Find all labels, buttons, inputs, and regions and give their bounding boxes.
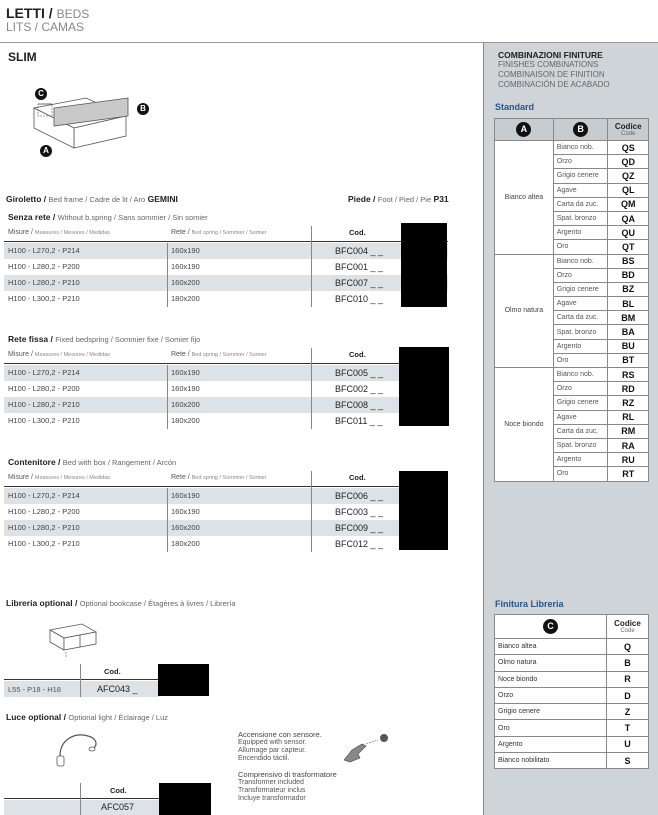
finish-code: BZ (608, 282, 649, 296)
finish-code: QM (608, 197, 649, 211)
table-title: Contenitore / (8, 457, 61, 467)
finish-code: RL (608, 410, 649, 424)
code-header-label: Codice (614, 619, 641, 628)
cell-code: BFC010 _ _ (335, 294, 384, 304)
cell-code: BFC005 _ _ (335, 368, 384, 378)
col-code: Cod. (349, 473, 366, 482)
finish-row (495, 141, 649, 155)
col-slat (171, 226, 267, 240)
cell-slat: 160x190 (171, 507, 200, 516)
cell-measure: H100 - L280,2 - P210 (8, 523, 80, 532)
table-row (4, 259, 448, 275)
finish-code: BD (608, 268, 649, 282)
finish-name: Argento (553, 226, 608, 240)
bookcase-image (46, 618, 102, 660)
table-row (4, 275, 448, 291)
cell-slat: 160x200 (171, 278, 200, 287)
transformer-line: Comprensivo di trasformatore (238, 770, 337, 779)
light-table (4, 783, 211, 815)
column-divider (167, 488, 168, 552)
cell-code: BFC006 _ _ (335, 491, 384, 501)
col-code: Cod. (349, 350, 366, 359)
cell-measure: H100 - L300,2 - P210 (8, 416, 80, 425)
column-divider (311, 471, 312, 552)
table-rete-fissa-title (8, 334, 200, 344)
library-row (495, 655, 649, 671)
library-finish-code: B (607, 655, 649, 671)
finish-code: QA (608, 211, 649, 225)
finish-group-name: Noce biondo (495, 368, 554, 482)
table-title-sub: Without b.spring / Sans sommier / Sin somier (57, 213, 208, 222)
finish-code: RA (608, 438, 649, 452)
page-subtitle: LITS / CAMAS (6, 20, 85, 34)
frame-model: GEMINI (147, 194, 178, 204)
col-slat-sub: Bed spring / Sommier / Somier (191, 352, 267, 358)
cell-slat: 180x200 (171, 294, 200, 303)
table-rete-fissa (4, 348, 448, 430)
finish-name: Argento (553, 453, 608, 467)
finish-name: Oro (553, 467, 608, 481)
table-title-sub: Fixed bedspring / Sommier fixe / Somier fijo (55, 335, 201, 344)
reading-light-image (54, 730, 104, 772)
col-slat-sub: Bed spring / Sommier / Somier (191, 230, 267, 236)
finish-name: Oro (553, 353, 608, 367)
code-header-sub: Code (621, 131, 636, 137)
label-a-marker: A (40, 145, 52, 157)
col-slat (171, 348, 267, 362)
finish-code: RS (608, 368, 649, 382)
finish-name: Argento (553, 339, 608, 353)
table-header (4, 471, 448, 487)
library-finish-name: Grigio cenere (495, 704, 607, 720)
cell-measure: H100 - L280,2 - P210 (8, 400, 80, 409)
label-c-marker: C (35, 88, 47, 100)
library-finish-title: Finitura Libreria (495, 599, 564, 609)
title-en: BEDS (56, 7, 90, 21)
a-badge: A (516, 122, 531, 137)
col-measures-sub: Measures / Mesures / Medidas (34, 352, 111, 358)
label-b-marker: B (137, 103, 149, 115)
table-row (4, 413, 448, 429)
transformer-line: Incluye transformador (238, 795, 306, 802)
cell-code: BFC007 _ _ (335, 278, 384, 288)
code-header-sub: Code (620, 628, 635, 634)
sensor-line: Encendido táctil. (238, 755, 290, 762)
column-divider (167, 243, 168, 307)
table-senza-rete (4, 226, 448, 308)
library-finish-code: Z (607, 704, 649, 720)
color-swatch-block (399, 347, 449, 426)
finish-name: Carta da zuc. (553, 424, 608, 438)
panel-divider (483, 43, 484, 815)
col-code-header (608, 119, 649, 141)
finish-code: QT (608, 240, 649, 254)
library-finish-code: S (607, 753, 649, 769)
table-row (4, 536, 448, 552)
finishes-subtitle: COMBINACIÓN DE ACABADO (498, 80, 610, 89)
light-title (6, 712, 168, 722)
cell-measure: H100 - L270,2 - P214 (8, 368, 80, 377)
table-row (4, 381, 448, 397)
sensor-line: Accensione con sensore. (238, 730, 322, 739)
feet-value: P31 (433, 194, 449, 204)
col-measures-label: Misure / (8, 351, 33, 358)
library-header-row (495, 615, 649, 639)
table-row (4, 504, 448, 520)
library-finish-name: Noce biondo (495, 671, 607, 687)
cell-slat: 180x200 (171, 416, 200, 425)
frame-label: Giroletto / (6, 194, 47, 204)
finish-name: Grigio cenere (553, 169, 608, 183)
cell-code: BFC001 _ _ (335, 262, 384, 272)
frame-label-sub: Bed frame / Cadre de lit / Aro (48, 195, 146, 204)
finish-code: BL (608, 297, 649, 311)
cell-code: BFC012 _ _ (335, 539, 384, 549)
cell-code: BFC002 _ _ (335, 384, 384, 394)
standard-label: Standard (495, 102, 535, 112)
finish-name: Carta da zuc. (553, 311, 608, 325)
finish-code: RU (608, 453, 649, 467)
library-row (495, 687, 649, 703)
finish-name: Grigio cenere (553, 282, 608, 296)
finish-code: RD (608, 382, 649, 396)
cell-slat: 180x200 (171, 539, 200, 548)
library-row (495, 671, 649, 687)
col-b-header (553, 119, 608, 141)
finish-name: Bianco nob. (553, 141, 608, 155)
col-measures (8, 226, 110, 240)
finishes-header-row (495, 119, 649, 141)
table-row (4, 800, 159, 815)
cell-measure: H100 - L280,2 - P200 (8, 384, 80, 393)
title-it: LETTI / (6, 5, 53, 21)
color-swatch-block (158, 664, 209, 696)
finish-name: Grigio cenere (553, 396, 608, 410)
finish-group-name: Olmo natura (495, 254, 554, 368)
finish-code: RZ (608, 396, 649, 410)
cell-measure: H100 - L270,2 - P214 (8, 246, 80, 255)
finish-code: QZ (608, 169, 649, 183)
cell-code: BFC011 _ _ (335, 416, 383, 426)
col-slat-label: Rete / (171, 474, 190, 481)
color-swatch-block (401, 223, 447, 307)
column-divider (80, 783, 81, 815)
table-contenitore (4, 471, 448, 553)
cell-slat: 160x200 (171, 400, 200, 409)
cell-code: BFC009 _ _ (335, 523, 384, 533)
light-label-sub: Optional light / Éclairage / Luz (68, 713, 168, 722)
bookcase-title (6, 598, 236, 608)
library-row (495, 753, 649, 769)
cell-slat: 160x190 (171, 368, 200, 377)
finish-name: Agave (553, 297, 608, 311)
transformer-info (238, 771, 337, 803)
b-badge: B (573, 122, 588, 137)
cell-measure: H100 - L280,2 - P210 (8, 278, 80, 287)
table-header (4, 348, 448, 364)
table-row (4, 488, 448, 504)
finish-name: Oro (553, 240, 608, 254)
column-divider (80, 664, 81, 697)
bookcase-code: AFC043 _ (97, 684, 138, 694)
finish-code: QD (608, 155, 649, 169)
bookcase-header-rule (4, 679, 159, 680)
cell-slat: 160x190 (171, 384, 200, 393)
cell-measure: H100 - L300,2 - P210 (8, 539, 80, 548)
library-finish-name: Olmo natura (495, 655, 607, 671)
table-senza-rete-title (8, 212, 208, 222)
finish-name: Agave (553, 410, 608, 424)
col-code: Cod. (349, 228, 366, 237)
col-measures (8, 348, 110, 362)
finish-code: QS (608, 141, 649, 155)
finish-row (495, 368, 649, 382)
c-badge: C (543, 619, 558, 634)
col-measures-label: Misure / (8, 229, 33, 236)
feet-label-sub: Foot / Pied / Pie (377, 195, 432, 204)
transformer-line: Transformateur inclus (238, 787, 306, 794)
bookcase-label-sub: Optional bookcase / Étagères à livres / Librería (79, 599, 236, 608)
table-row (4, 291, 448, 307)
table-title: Senza rete / (8, 212, 56, 222)
cell-code: BFC004 _ _ (335, 246, 384, 256)
library-row (495, 639, 649, 655)
finish-code: RM (608, 424, 649, 438)
finish-code: BS (608, 254, 649, 268)
finish-name: Orzo (553, 155, 608, 169)
table-row (4, 365, 448, 381)
library-finish-code: T (607, 720, 649, 736)
finish-code: BA (608, 325, 649, 339)
cell-measure: H100 - L300,2 - P210 (8, 294, 80, 303)
transformer-line: Transformer included (238, 779, 304, 786)
finishes-subtitle: COMBINAISON DE FINITION (498, 70, 605, 79)
cell-slat: 160x190 (171, 246, 200, 255)
cell-measure: H100 - L280,2 - P200 (8, 507, 80, 516)
finish-code: BU (608, 339, 649, 353)
table-contenitore-title (8, 457, 176, 467)
library-finish-name: Bianco altea (495, 639, 607, 655)
library-finish-code: U (607, 736, 649, 752)
col-slat-sub: Bed spring / Sommier / Somier (191, 475, 267, 481)
bookcase-table (4, 664, 209, 697)
finishes-subtitle: FINISHES COMBINATIONS (498, 60, 599, 69)
col-code-header (607, 615, 649, 639)
finish-name: Spat. bronzo (553, 211, 608, 225)
library-finish-code: D (607, 687, 649, 703)
cell-code: BFC003 _ _ (335, 507, 384, 517)
finishes-title: COMBINAZIONI FINITURE (498, 50, 603, 60)
col-slat-label: Rete / (171, 351, 190, 358)
sensor-info (238, 731, 322, 763)
finishes-table (494, 118, 649, 482)
table-header (4, 226, 448, 242)
cell-measure: H100 - L280,2 - P200 (8, 262, 80, 271)
bookcase-label: Libreria optional / (6, 598, 78, 608)
light-code: AFC057 (101, 802, 135, 812)
table-title: Rete fissa / (8, 334, 53, 344)
col-slat-label: Rete / (171, 229, 190, 236)
col-measures (8, 471, 110, 485)
sensor-line: Allumage par capteur. (238, 747, 307, 754)
feet-line (348, 194, 449, 204)
sensor-line: Equipped with sensor. (238, 739, 307, 746)
column-divider (311, 226, 312, 307)
table-row (4, 520, 448, 536)
finish-name: Carta da zuc. (553, 197, 608, 211)
col-measures-sub: Measures / Mesures / Medidas (34, 230, 111, 236)
library-finish-code: Q (607, 639, 649, 655)
table-title-sub: Bed with box / Rangement / Arcón (62, 458, 177, 467)
table-row (4, 243, 448, 259)
finish-name: Agave (553, 183, 608, 197)
cell-code: BFC008 _ _ (335, 400, 384, 410)
finish-name: Orzo (553, 268, 608, 282)
finish-name: Bianco nob. (553, 368, 608, 382)
col-measures-label: Misure / (8, 474, 33, 481)
library-finish-code: R (607, 671, 649, 687)
cell-measure: H100 - L270,2 - P214 (8, 491, 80, 500)
cell-slat: 160x190 (171, 262, 200, 271)
library-finish-name: Oro (495, 720, 607, 736)
cell-slat: 160x200 (171, 523, 200, 532)
light-code-header: Cod. (110, 786, 127, 795)
column-divider (311, 348, 312, 429)
library-finish-name: Argento (495, 736, 607, 752)
finish-code: RT (608, 467, 649, 481)
color-swatch-block (159, 783, 211, 815)
library-finish-name: Bianco nobilitato (495, 753, 607, 769)
light-label: Luce optional / (6, 712, 66, 722)
bookcase-code-header: Cod. (104, 667, 121, 676)
finish-code: QL (608, 183, 649, 197)
library-row (495, 704, 649, 720)
library-row (495, 720, 649, 736)
finish-code: BM (608, 311, 649, 325)
finish-row (495, 254, 649, 268)
color-swatch-block (399, 471, 448, 550)
library-finish-table (494, 614, 649, 769)
col-a-header (495, 119, 554, 141)
finish-group-name: Bianco altea (495, 141, 554, 255)
finish-name: Orzo (553, 382, 608, 396)
frame-line (6, 194, 178, 204)
code-header-label: Codice (614, 122, 642, 131)
col-c-header (495, 615, 607, 639)
light-header-rule (4, 798, 159, 799)
product-name: SLIM (8, 50, 37, 64)
finish-code: QU (608, 226, 649, 240)
finish-name: Spat. bronzo (553, 438, 608, 452)
page-title (6, 5, 89, 21)
feet-label: Piede / (348, 194, 376, 204)
table-row (4, 397, 448, 413)
col-slat (171, 471, 267, 485)
col-measures-sub: Measures / Mesures / Medidas (34, 475, 111, 481)
hand-sensor-icon (340, 730, 390, 766)
library-row (495, 736, 649, 752)
cell-slat: 160x190 (171, 491, 200, 500)
library-finish-name: Orzo (495, 687, 607, 703)
finish-code: BT (608, 353, 649, 367)
finish-name: Spat. bronzo (553, 325, 608, 339)
bookcase-measure: L55 - P18 - H18 (8, 685, 61, 694)
column-divider (167, 365, 168, 429)
finish-name: Bianco nob. (553, 254, 608, 268)
